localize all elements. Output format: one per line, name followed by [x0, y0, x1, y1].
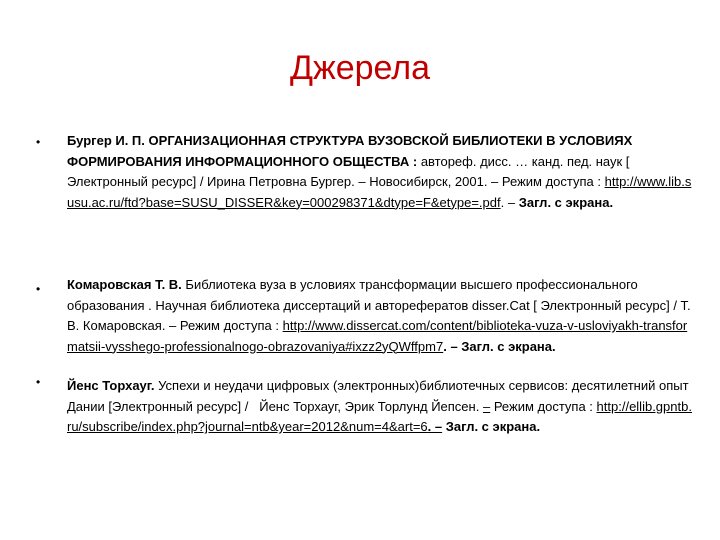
reference-author: Комаровская Т. В. [67, 277, 182, 292]
reference-link-tail[interactable]: . – [427, 419, 443, 434]
reference-title: ОРГАНИЗАЦИОННАЯ СТРУКТУРА ВУЗОВСКОЙ БИБЛИОТЕКИ В УСЛОВИЯХ ФОРМИРОВАНИЯ ИНФОРМАЦИОННОГО ОБЩЕСТВА : [67, 133, 633, 169]
reference-note: . – Загл. с экрана. [443, 338, 556, 354]
reference-details: автореф. дисс. … канд. пед. наук [ Электронный ресурс] / Ирина Петровна Бургер. – Новосибирск, 2001. – Режим доступа : [67, 153, 630, 189]
bullet: • [36, 375, 41, 389]
reference-item [67, 275, 692, 357]
reference-link[interactable]: http://www.lib.susu.ac.ru/ftd?base=SUSU_DISSER&key=000298371&dtype=F&etype=.pdf [67, 174, 692, 210]
reference-dash-link[interactable]: – [482, 398, 491, 414]
reference-item [67, 131, 692, 213]
page-title: Джерела [289, 49, 431, 87]
reference-access: Режим доступа : [493, 398, 593, 414]
reference-author: Бургер И. П. [67, 133, 145, 148]
reference-author: Йенс Торхауг. [67, 378, 155, 393]
reference-details: Библиотека вуза в условиях трансформации высшего профессионального образования . Научная библиотека диссертаций и авторефератов disser.Cat [ Электронный ресурс] / Т. В. Комаровская. – Режим доступа : [67, 277, 691, 333]
bullet: • [36, 282, 41, 296]
reference-note: Загл. с экрана. [518, 194, 614, 210]
reference-details: Успехи и неудачи цифровых (электронных)библиотечных сервисов: десятилетний опыт Дании [Электронный ресурс] / [67, 378, 689, 414]
reference-note: Загл. с экрана. [445, 419, 541, 434]
reference-item [67, 376, 692, 438]
reference-punct: . – [500, 194, 516, 210]
bullet: • [36, 135, 41, 149]
reference-link[interactable]: http://ellib.gpntb.ru/subscribe/index.php?journal=ntb&year=2012&num=4&art=6 [67, 398, 692, 434]
reference-link[interactable]: http://www.dissercat.com/content/biblioteka-vuza-v-usloviyakh-transformatsii-vysshego-professionalnogo-obrazovaniya#ixzz2yQWffpm7 [67, 318, 688, 354]
reference-authors: Йенс Торхауг, Эрик Торлунд Йепсен. [259, 398, 480, 414]
